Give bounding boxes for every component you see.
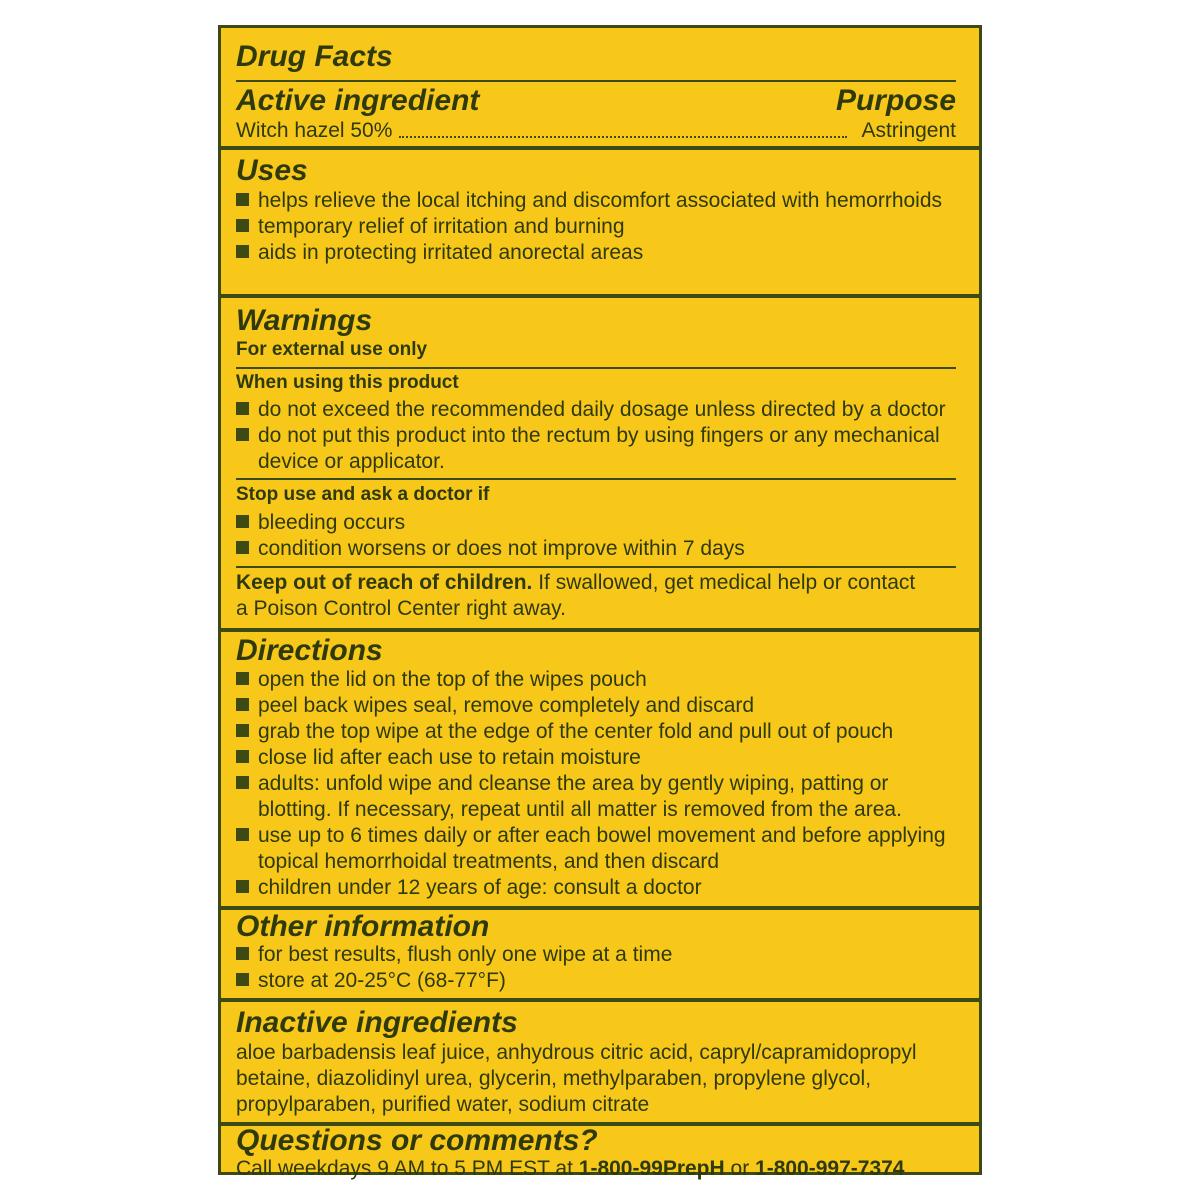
inactive-ingredients-line: betaine, diazolidinyl urea, glycerin, methylparaben, propylene glycol,: [236, 1067, 872, 1090]
directions-item-continued: topical hemorrhoidal treatments, and then discard: [258, 850, 720, 873]
directions-item-continued: blotting. If necessary, repeat until all matter is removed from the area.: [258, 798, 902, 821]
bullet-icon: [236, 973, 249, 986]
directions-item: close lid after each use to retain moisture: [236, 745, 641, 771]
bullet-icon: [236, 402, 249, 415]
bullet-icon: [236, 880, 249, 893]
warning-item: do not exceed the recommended daily dosage unless directed by a doctor: [236, 397, 946, 423]
drug-facts-panel: [218, 25, 982, 1180]
bullet-icon: [236, 219, 249, 232]
directions-item: open the lid on the top of the wipes pouch: [236, 667, 647, 693]
ingredient-row: [221, 118, 979, 146]
ingredient-name: Witch hazel 50%: [236, 119, 393, 142]
bullet-icon: [236, 750, 249, 763]
leader-dots: [399, 136, 847, 138]
directions-heading: Directions: [236, 634, 383, 667]
bullet-icon: [236, 428, 249, 441]
phone-number-1: 1-800-99PrepH: [578, 1157, 725, 1180]
bullet-icon: [236, 828, 249, 841]
keep-out-of-reach-line2: a Poison Control Center right away.: [236, 597, 566, 620]
bullet-icon: [236, 245, 249, 258]
other-item: store at 20-25°C (68-77°F): [236, 968, 506, 994]
other-information-section: [221, 910, 979, 1002]
active-ingredient-section: [221, 28, 979, 150]
directions-item: children under 12 years of age: consult a doctor: [236, 875, 702, 901]
bullet-icon: [236, 541, 249, 554]
keep-out-of-reach: Keep out of reach of children. If swallowed, get medical help or contact: [236, 571, 916, 594]
other-item: for best results, flush only one wipe at a time: [236, 942, 672, 968]
uses-item: helps relieve the local itching and discomfort associated with hemorrhoids: [236, 188, 942, 214]
purpose-heading: Purpose: [835, 84, 956, 117]
when-using-heading: When using this product: [236, 372, 459, 393]
uses-section: [221, 150, 979, 298]
bullet-icon: [236, 193, 249, 206]
warning-item-continued: device or applicator.: [258, 450, 445, 473]
warnings-divider: [236, 367, 956, 369]
uses-item: aids in protecting irritated anorectal areas: [236, 240, 643, 266]
stop-use-item: bleeding occurs: [236, 510, 405, 536]
directions-item: use up to 6 times daily or after each bowel movement and before applying: [236, 823, 946, 849]
inactive-ingredients-heading: Inactive ingredients: [236, 1006, 518, 1039]
bullet-icon: [236, 776, 249, 789]
directions-item: peel back wipes seal, remove completely and discard: [236, 693, 754, 719]
other-information-heading: Other information: [236, 910, 490, 943]
active-ingredient-heading: Active ingredient: [236, 84, 480, 117]
questions-heading: Questions or comments?: [236, 1124, 598, 1157]
inactive-ingredients-section: [221, 1002, 979, 1126]
bullet-icon: [236, 724, 249, 737]
bullet-icon: [236, 515, 249, 528]
warnings-heading: Warnings: [236, 304, 373, 337]
bullet-icon: [236, 947, 249, 960]
questions-text: Call weekdays 9 AM to 5 PM EST at 1-800-99PrepH or 1-800-997-7374: [236, 1157, 905, 1180]
warnings-divider: [236, 478, 956, 480]
external-use-label: For external use only: [236, 339, 428, 360]
uses-heading: Uses: [236, 154, 308, 187]
inactive-ingredients-line: aloe barbadensis leaf juice, anhydrous citric acid, capryl/capramidopropyl: [236, 1041, 917, 1064]
bullet-icon: [236, 698, 249, 711]
uses-item: temporary relief of irritation and burning: [236, 214, 625, 240]
warning-item: do not put this product into the rectum by using fingers or any mechanical: [236, 423, 940, 449]
drug-facts-title: Drug Facts: [236, 40, 393, 73]
stop-use-item: condition worsens or does not improve within 7 days: [236, 536, 745, 562]
phone-number-2: 1-800-997-7374: [755, 1157, 905, 1180]
title-divider: [236, 80, 956, 82]
directions-item: grab the top wipe at the edge of the center fold and pull out of pouch: [236, 719, 893, 745]
directions-section: [221, 632, 979, 910]
ingredient-purpose: Astringent: [861, 119, 956, 142]
stop-use-heading: Stop use and ask a doctor if: [236, 484, 490, 505]
bullet-icon: [236, 672, 249, 685]
warnings-section: [221, 298, 979, 632]
warnings-divider: [236, 566, 956, 568]
inactive-ingredients-line: propylparaben, purified water, sodium citrate: [236, 1093, 650, 1116]
directions-item: adults: unfold wipe and cleanse the area by gently wiping, patting or: [236, 771, 888, 797]
questions-section: [221, 1124, 979, 1180]
